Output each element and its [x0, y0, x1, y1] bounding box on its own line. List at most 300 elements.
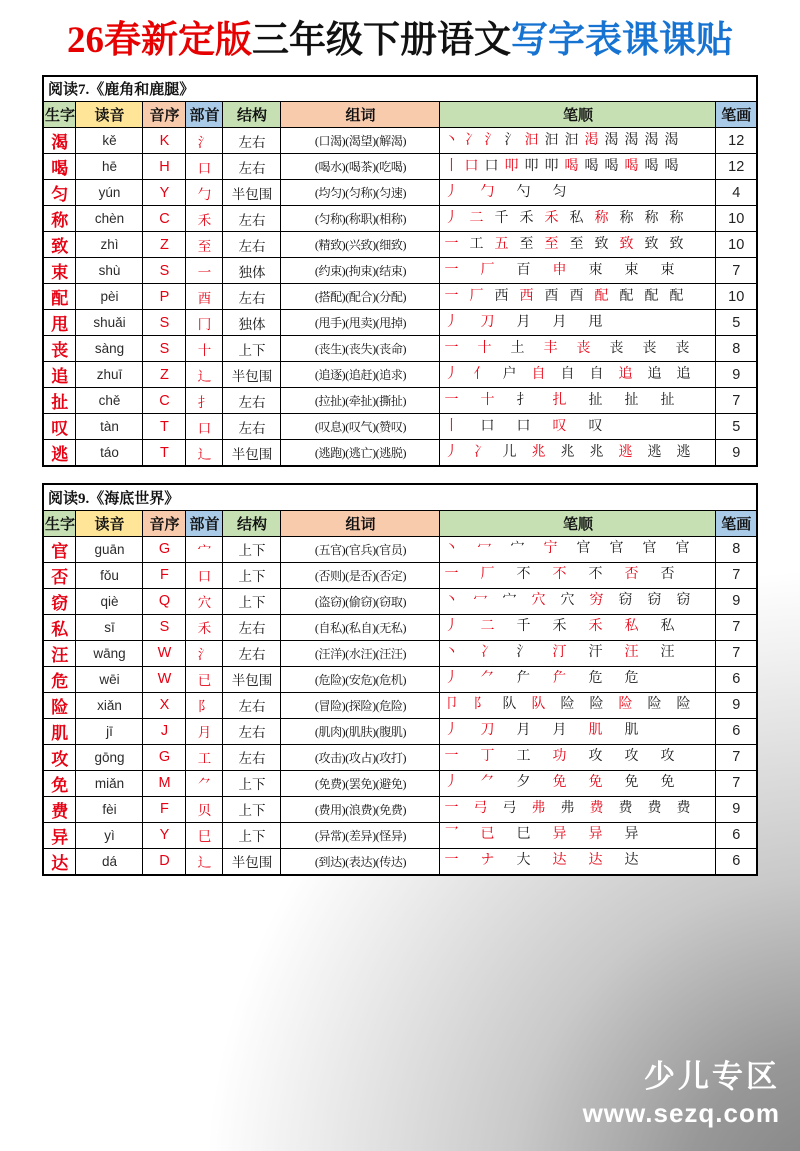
- stroke-step-glyph: 丿: [444, 366, 459, 382]
- stroke-order-cell: [440, 180, 716, 206]
- stroke-step-glyph: 兆: [560, 444, 575, 460]
- stroke-count-cell: 9: [716, 796, 757, 822]
- stroke-step-glyph: 千: [494, 210, 509, 226]
- stroke-step-glyph: 丿: [444, 775, 459, 791]
- stroke-step-glyph: 致: [644, 236, 659, 252]
- stroke-step-glyph: 追: [676, 366, 691, 382]
- stroke-step-glyph: 渴: [624, 132, 639, 148]
- stroke-step-glyph: 险: [589, 697, 604, 713]
- initial-letter-cell: G: [143, 536, 186, 562]
- initial-letter-cell: X: [143, 692, 186, 718]
- stroke-step-glyph: 汀: [552, 645, 567, 661]
- radical-cell: 十: [186, 336, 223, 362]
- stroke-step-glyph: 私: [624, 619, 639, 635]
- stroke-step-glyph: 月: [516, 314, 531, 330]
- stroke-order-cell: [440, 284, 716, 310]
- pinyin-cell: xiǎn: [76, 692, 143, 718]
- radical-cell: ⺈: [186, 770, 223, 796]
- stroke-step-glyph: 土: [510, 340, 525, 356]
- word-group-cell: (喝水)(喝茶)(吃喝): [281, 154, 440, 180]
- structure-cell: 左右: [223, 640, 281, 666]
- stroke-step-glyph: 配: [619, 288, 634, 304]
- pinyin-cell: táo: [76, 440, 143, 467]
- stroke-step-glyph: 官: [642, 541, 657, 557]
- radical-cell: 口: [186, 562, 223, 588]
- stroke-step-glyph: 一: [444, 853, 459, 869]
- pinyin-cell: shù: [76, 258, 143, 284]
- stroke-step-glyph: 丶: [444, 645, 459, 661]
- stroke-step-glyph: 弗: [531, 801, 546, 817]
- stroke-step-glyph: ⺈: [480, 775, 495, 791]
- stroke-step-glyph: 喝: [644, 158, 659, 174]
- initial-letter-cell: S: [143, 614, 186, 640]
- stroke-step-glyph: 汩: [564, 132, 579, 148]
- character-row: [43, 822, 757, 848]
- stroke-step-glyph: 喝: [624, 158, 639, 174]
- radical-cell: 穴: [186, 588, 223, 614]
- column-header-initial: 音序: [143, 102, 186, 128]
- stroke-step-glyph: 口: [480, 418, 495, 434]
- stroke-step-glyph: 乛: [444, 827, 459, 843]
- word-group-cell: (自私)(私自)(无私): [281, 614, 440, 640]
- stroke-order-cell: [440, 666, 716, 692]
- stroke-step-glyph: 丿: [444, 671, 459, 687]
- stroke-count-cell: 5: [716, 310, 757, 336]
- stroke-count-cell: 8: [716, 336, 757, 362]
- structure-cell: 上下: [223, 822, 281, 848]
- new-character-cell: 匀: [43, 180, 76, 206]
- initial-letter-cell: W: [143, 640, 186, 666]
- character-row: [43, 614, 757, 640]
- initial-letter-cell: D: [143, 848, 186, 875]
- column-header-pinyin: 读音: [76, 510, 143, 536]
- stroke-step-glyph: 喝: [584, 158, 599, 174]
- table-caption: 阅读7.《鹿角和鹿腿》: [43, 76, 757, 102]
- stroke-step-glyph: 千: [516, 619, 531, 635]
- structure-cell: 半包围: [223, 362, 281, 388]
- stroke-step-glyph: 汩: [544, 132, 559, 148]
- stroke-step-glyph: 扯: [588, 392, 603, 408]
- stroke-step-glyph: 一: [444, 262, 459, 278]
- character-row: [43, 588, 757, 614]
- radical-cell: 禾: [186, 614, 223, 640]
- stroke-step-glyph: 甩: [588, 314, 603, 330]
- stroke-step-glyph: 免: [624, 775, 639, 791]
- stroke-step-glyph: 险: [676, 697, 691, 713]
- stroke-step-glyph: 异: [624, 827, 639, 843]
- stroke-step-glyph: 月: [552, 723, 567, 739]
- radical-cell: 一: [186, 258, 223, 284]
- character-row: [43, 388, 757, 414]
- stroke-step-glyph: 险: [618, 697, 633, 713]
- word-group-cell: (攻击)(攻占)(攻打): [281, 744, 440, 770]
- structure-cell: 上下: [223, 536, 281, 562]
- stroke-step-glyph: 亻: [473, 366, 488, 382]
- stroke-step-glyph: 丿: [444, 210, 459, 226]
- stroke-step-glyph: 丧: [609, 340, 624, 356]
- column-header-char: 生字: [43, 510, 76, 536]
- initial-letter-cell: C: [143, 206, 186, 232]
- stroke-order-cell: [440, 562, 716, 588]
- stroke-order-cell: [440, 770, 716, 796]
- word-group-cell: (免费)(罢免)(避免): [281, 770, 440, 796]
- stroke-step-glyph: 配: [594, 288, 609, 304]
- new-character-cell: 称: [43, 206, 76, 232]
- structure-cell: 左右: [223, 154, 281, 180]
- word-group-cell: (汪洋)(水汪)(汪汪): [281, 640, 440, 666]
- stroke-step-glyph: 功: [552, 749, 567, 765]
- stroke-step-glyph: 喝: [664, 158, 679, 174]
- new-character-cell: 甩: [43, 310, 76, 336]
- stroke-step-glyph: 扯: [660, 392, 675, 408]
- stroke-step-glyph: 大: [516, 853, 531, 869]
- stroke-step-glyph: 勺: [516, 184, 531, 200]
- initial-letter-cell: S: [143, 336, 186, 362]
- stroke-step-glyph: 丶: [444, 541, 459, 557]
- initial-letter-cell: T: [143, 440, 186, 467]
- stroke-step-glyph: 丧: [576, 340, 591, 356]
- new-character-cell: 扯: [43, 388, 76, 414]
- word-group-cell: (肌肉)(肌肤)(腹肌): [281, 718, 440, 744]
- table-caption-row: [43, 484, 757, 510]
- stroke-step-glyph: 私: [660, 619, 675, 635]
- radical-cell: 已: [186, 666, 223, 692]
- stroke-step-glyph: 厂: [480, 567, 495, 583]
- stroke-step-glyph: 免: [660, 775, 675, 791]
- stroke-step-glyph: 配: [644, 288, 659, 304]
- stroke-step-glyph: 费: [618, 801, 633, 817]
- column-header-pinyin: 读音: [76, 102, 143, 128]
- new-character-cell: 费: [43, 796, 76, 822]
- stroke-order-cell: [440, 362, 716, 388]
- stroke-step-glyph: 月: [552, 314, 567, 330]
- word-group-cell: (匀称)(称职)(相称): [281, 206, 440, 232]
- new-character-cell: 配: [43, 284, 76, 310]
- stroke-step-glyph: 达: [588, 853, 603, 869]
- new-character-cell: 汪: [43, 640, 76, 666]
- pinyin-cell: jī: [76, 718, 143, 744]
- stroke-count-cell: 7: [716, 388, 757, 414]
- stroke-step-glyph: 厂: [469, 288, 484, 304]
- stroke-step-glyph: 否: [624, 567, 639, 583]
- stroke-count-cell: 10: [716, 232, 757, 258]
- worksheet-page: [0, 20, 800, 1151]
- stroke-order-cell: [440, 640, 716, 666]
- stroke-count-cell: 10: [716, 206, 757, 232]
- stroke-step-glyph: 西: [519, 288, 534, 304]
- title-edition: 26春新定版: [67, 20, 252, 61]
- stroke-step-glyph: 丧: [642, 340, 657, 356]
- stroke-step-glyph: 费: [676, 801, 691, 817]
- stroke-order-cell: [440, 310, 716, 336]
- stroke-step-glyph: 冖: [473, 593, 488, 609]
- initial-letter-cell: W: [143, 666, 186, 692]
- stroke-step-glyph: 二: [480, 619, 495, 635]
- watermark-url: www.sezq.com: [582, 1098, 780, 1128]
- stroke-step-glyph: 叹: [552, 418, 567, 434]
- stroke-step-glyph: 阝: [473, 697, 488, 713]
- stroke-step-glyph: 一: [444, 567, 459, 583]
- stroke-step-glyph: 追: [647, 366, 662, 382]
- pinyin-cell: hē: [76, 154, 143, 180]
- character-row: [43, 232, 757, 258]
- structure-cell: 左右: [223, 614, 281, 640]
- character-row: [43, 640, 757, 666]
- word-group-cell: (拉扯)(牵扯)(撕扯): [281, 388, 440, 414]
- structure-cell: 半包围: [223, 180, 281, 206]
- stroke-order-cell: [440, 744, 716, 770]
- stroke-step-glyph: 束: [660, 262, 675, 278]
- pinyin-cell: chě: [76, 388, 143, 414]
- stroke-step-glyph: 厂: [480, 262, 495, 278]
- stroke-order-cell: [440, 440, 716, 467]
- new-character-cell: 丧: [43, 336, 76, 362]
- column-header-initial: 音序: [143, 510, 186, 536]
- stroke-step-glyph: 弗: [560, 801, 575, 817]
- stroke-step-glyph: 氵: [504, 132, 519, 148]
- word-group-cell: (叹息)(叹气)(赞叹): [281, 414, 440, 440]
- stroke-step-glyph: 丶: [444, 132, 459, 148]
- stroke-step-glyph: 丿: [444, 184, 459, 200]
- stroke-step-glyph: 朿: [588, 262, 603, 278]
- stroke-step-glyph: 渴: [644, 132, 659, 148]
- new-character-cell: 私: [43, 614, 76, 640]
- stroke-step-glyph: 窃: [647, 593, 662, 609]
- structure-cell: 左右: [223, 128, 281, 154]
- stroke-count-cell: 9: [716, 692, 757, 718]
- stroke-step-glyph: 汪: [624, 645, 639, 661]
- column-header-strokes: 笔顺: [440, 510, 716, 536]
- pinyin-cell: pèi: [76, 284, 143, 310]
- title-grade-subject: 三年级下册语文: [252, 20, 511, 61]
- stroke-step-glyph: 丨: [444, 418, 459, 434]
- stroke-count-cell: 10: [716, 284, 757, 310]
- radical-cell: 至: [186, 232, 223, 258]
- column-header-words: 组词: [281, 510, 440, 536]
- new-character-cell: 束: [43, 258, 76, 284]
- stroke-order-cell: [440, 536, 716, 562]
- initial-letter-cell: M: [143, 770, 186, 796]
- pinyin-cell: yún: [76, 180, 143, 206]
- stroke-order-cell: [440, 822, 716, 848]
- initial-letter-cell: C: [143, 388, 186, 414]
- new-character-cell: 逃: [43, 440, 76, 467]
- word-group-cell: (均匀)(匀称)(匀速): [281, 180, 440, 206]
- stroke-step-glyph: 官: [576, 541, 591, 557]
- new-character-cell: 攻: [43, 744, 76, 770]
- stroke-step-glyph: 丿: [444, 444, 459, 460]
- radical-cell: 宀: [186, 536, 223, 562]
- structure-cell: 左右: [223, 232, 281, 258]
- word-group-cell: (丧生)(丧失)(丧命): [281, 336, 440, 362]
- stroke-step-glyph: 叩: [524, 158, 539, 174]
- column-header-row: [43, 102, 757, 128]
- writing-table-reading-7: [42, 75, 758, 468]
- stroke-step-glyph: 丨: [444, 158, 459, 174]
- stroke-step-glyph: 队: [531, 697, 546, 713]
- stroke-count-cell: 6: [716, 848, 757, 875]
- watermark-brand: 少儿专区: [644, 1059, 780, 1094]
- pinyin-cell: yì: [76, 822, 143, 848]
- column-header-structure: 结构: [223, 510, 281, 536]
- structure-cell: 上下: [223, 562, 281, 588]
- stroke-count-cell: 7: [716, 744, 757, 770]
- radical-cell: 辶: [186, 362, 223, 388]
- stroke-count-cell: 9: [716, 362, 757, 388]
- word-group-cell: (精致)(兴致)(细致): [281, 232, 440, 258]
- new-character-cell: 官: [43, 536, 76, 562]
- stroke-step-glyph: 至: [569, 236, 584, 252]
- stroke-step-glyph: 月: [516, 723, 531, 739]
- stroke-step-glyph: 冫: [473, 444, 488, 460]
- stroke-step-glyph: 儿: [502, 444, 517, 460]
- stroke-step-glyph: 至: [544, 236, 559, 252]
- stroke-step-glyph: 达: [624, 853, 639, 869]
- radical-cell: 工: [186, 744, 223, 770]
- stroke-step-glyph: 卩: [444, 697, 459, 713]
- radical-cell: 氵: [186, 128, 223, 154]
- radical-cell: 辶: [186, 848, 223, 875]
- stroke-step-glyph: 一: [444, 236, 459, 252]
- stroke-step-glyph: 危: [588, 671, 603, 687]
- stroke-order-cell: [440, 796, 716, 822]
- stroke-step-glyph: 丁: [480, 749, 495, 765]
- stroke-order-cell: [440, 388, 716, 414]
- stroke-step-glyph: 氵: [484, 132, 499, 148]
- character-row: [43, 848, 757, 875]
- stroke-step-glyph: 丿: [444, 314, 459, 330]
- character-row: [43, 796, 757, 822]
- stroke-count-cell: 12: [716, 128, 757, 154]
- initial-letter-cell: Q: [143, 588, 186, 614]
- initial-letter-cell: P: [143, 284, 186, 310]
- stroke-step-glyph: 穴: [531, 593, 546, 609]
- word-group-cell: (到达)(表达)(传达): [281, 848, 440, 875]
- stroke-step-glyph: 不: [516, 567, 531, 583]
- stroke-step-glyph: 丿: [444, 619, 459, 635]
- radical-cell: 月: [186, 718, 223, 744]
- stroke-step-glyph: 兆: [531, 444, 546, 460]
- structure-cell: 上下: [223, 588, 281, 614]
- stroke-step-glyph: 险: [647, 697, 662, 713]
- stroke-step-glyph: 自: [589, 366, 604, 382]
- stroke-step-glyph: 酉: [569, 288, 584, 304]
- stroke-step-glyph: 渴: [664, 132, 679, 148]
- stroke-step-glyph: 配: [669, 288, 684, 304]
- stroke-step-glyph: 五: [494, 236, 509, 252]
- character-row: [43, 180, 757, 206]
- stroke-step-glyph: 肌: [624, 723, 639, 739]
- stroke-step-glyph: 达: [552, 853, 567, 869]
- new-character-cell: 危: [43, 666, 76, 692]
- stroke-count-cell: 8: [716, 536, 757, 562]
- stroke-step-glyph: 口: [516, 418, 531, 434]
- stroke-count-cell: 12: [716, 154, 757, 180]
- stroke-count-cell: 7: [716, 614, 757, 640]
- new-character-cell: 叹: [43, 414, 76, 440]
- stroke-step-glyph: 一: [444, 749, 459, 765]
- new-character-cell: 异: [43, 822, 76, 848]
- character-row: [43, 336, 757, 362]
- stroke-step-glyph: 叩: [544, 158, 559, 174]
- stroke-order-cell: [440, 128, 716, 154]
- pinyin-cell: kě: [76, 128, 143, 154]
- initial-letter-cell: Y: [143, 822, 186, 848]
- stroke-step-glyph: 口: [464, 158, 479, 174]
- stroke-step-glyph: 禾: [544, 210, 559, 226]
- character-row: [43, 414, 757, 440]
- table-caption-row: [43, 76, 757, 102]
- stroke-step-glyph: 不: [552, 567, 567, 583]
- word-group-cell: (盗窃)(偷窃)(窃取): [281, 588, 440, 614]
- stroke-order-cell: [440, 692, 716, 718]
- writing-table-reading-9: [42, 483, 758, 876]
- character-row: [43, 440, 757, 467]
- stroke-order-cell: [440, 588, 716, 614]
- stroke-step-glyph: 勹: [480, 184, 495, 200]
- stroke-order-cell: [440, 718, 716, 744]
- title-worksheet-type: 写字表课课贴: [511, 20, 733, 61]
- stroke-step-glyph: 官: [675, 541, 690, 557]
- watermark: [583, 1051, 780, 1129]
- structure-cell: 上下: [223, 770, 281, 796]
- initial-letter-cell: Z: [143, 362, 186, 388]
- stroke-step-glyph: ⺈: [480, 671, 495, 687]
- stroke-step-glyph: 喝: [604, 158, 619, 174]
- stroke-step-glyph: 肌: [588, 723, 603, 739]
- stroke-step-glyph: 不: [588, 567, 603, 583]
- stroke-step-glyph: 否: [660, 567, 675, 583]
- structure-cell: 左右: [223, 744, 281, 770]
- pinyin-cell: zhuī: [76, 362, 143, 388]
- stroke-step-glyph: 免: [552, 775, 567, 791]
- stroke-step-glyph: 兆: [589, 444, 604, 460]
- column-header-count: 笔画: [716, 102, 757, 128]
- stroke-step-glyph: 丧: [675, 340, 690, 356]
- stroke-step-glyph: 户: [502, 366, 517, 382]
- stroke-count-cell: 6: [716, 718, 757, 744]
- column-header-words: 组词: [281, 102, 440, 128]
- stroke-step-glyph: 异: [552, 827, 567, 843]
- stroke-step-glyph: 攻: [624, 749, 639, 765]
- stroke-step-glyph: 免: [588, 775, 603, 791]
- stroke-step-glyph: 渴: [604, 132, 619, 148]
- stroke-step-glyph: 一: [444, 392, 459, 408]
- pinyin-cell: chèn: [76, 206, 143, 232]
- new-character-cell: 致: [43, 232, 76, 258]
- initial-letter-cell: F: [143, 562, 186, 588]
- stroke-order-cell: [440, 848, 716, 875]
- pinyin-cell: zhì: [76, 232, 143, 258]
- stroke-step-glyph: 攻: [588, 749, 603, 765]
- stroke-step-glyph: 宁: [543, 541, 558, 557]
- initial-letter-cell: S: [143, 258, 186, 284]
- initial-letter-cell: T: [143, 414, 186, 440]
- pinyin-cell: gōng: [76, 744, 143, 770]
- radical-cell: 阝: [186, 692, 223, 718]
- word-group-cell: (冒险)(探险)(危险): [281, 692, 440, 718]
- new-character-cell: 渴: [43, 128, 76, 154]
- stroke-order-cell: [440, 336, 716, 362]
- new-character-cell: 窃: [43, 588, 76, 614]
- character-row: [43, 562, 757, 588]
- column-header-row: [43, 510, 757, 536]
- stroke-step-glyph: 冫: [480, 645, 495, 661]
- column-header-count: 笔画: [716, 510, 757, 536]
- radical-cell: 禾: [186, 206, 223, 232]
- stroke-step-glyph: ナ: [480, 853, 495, 869]
- stroke-step-glyph: 二: [469, 210, 484, 226]
